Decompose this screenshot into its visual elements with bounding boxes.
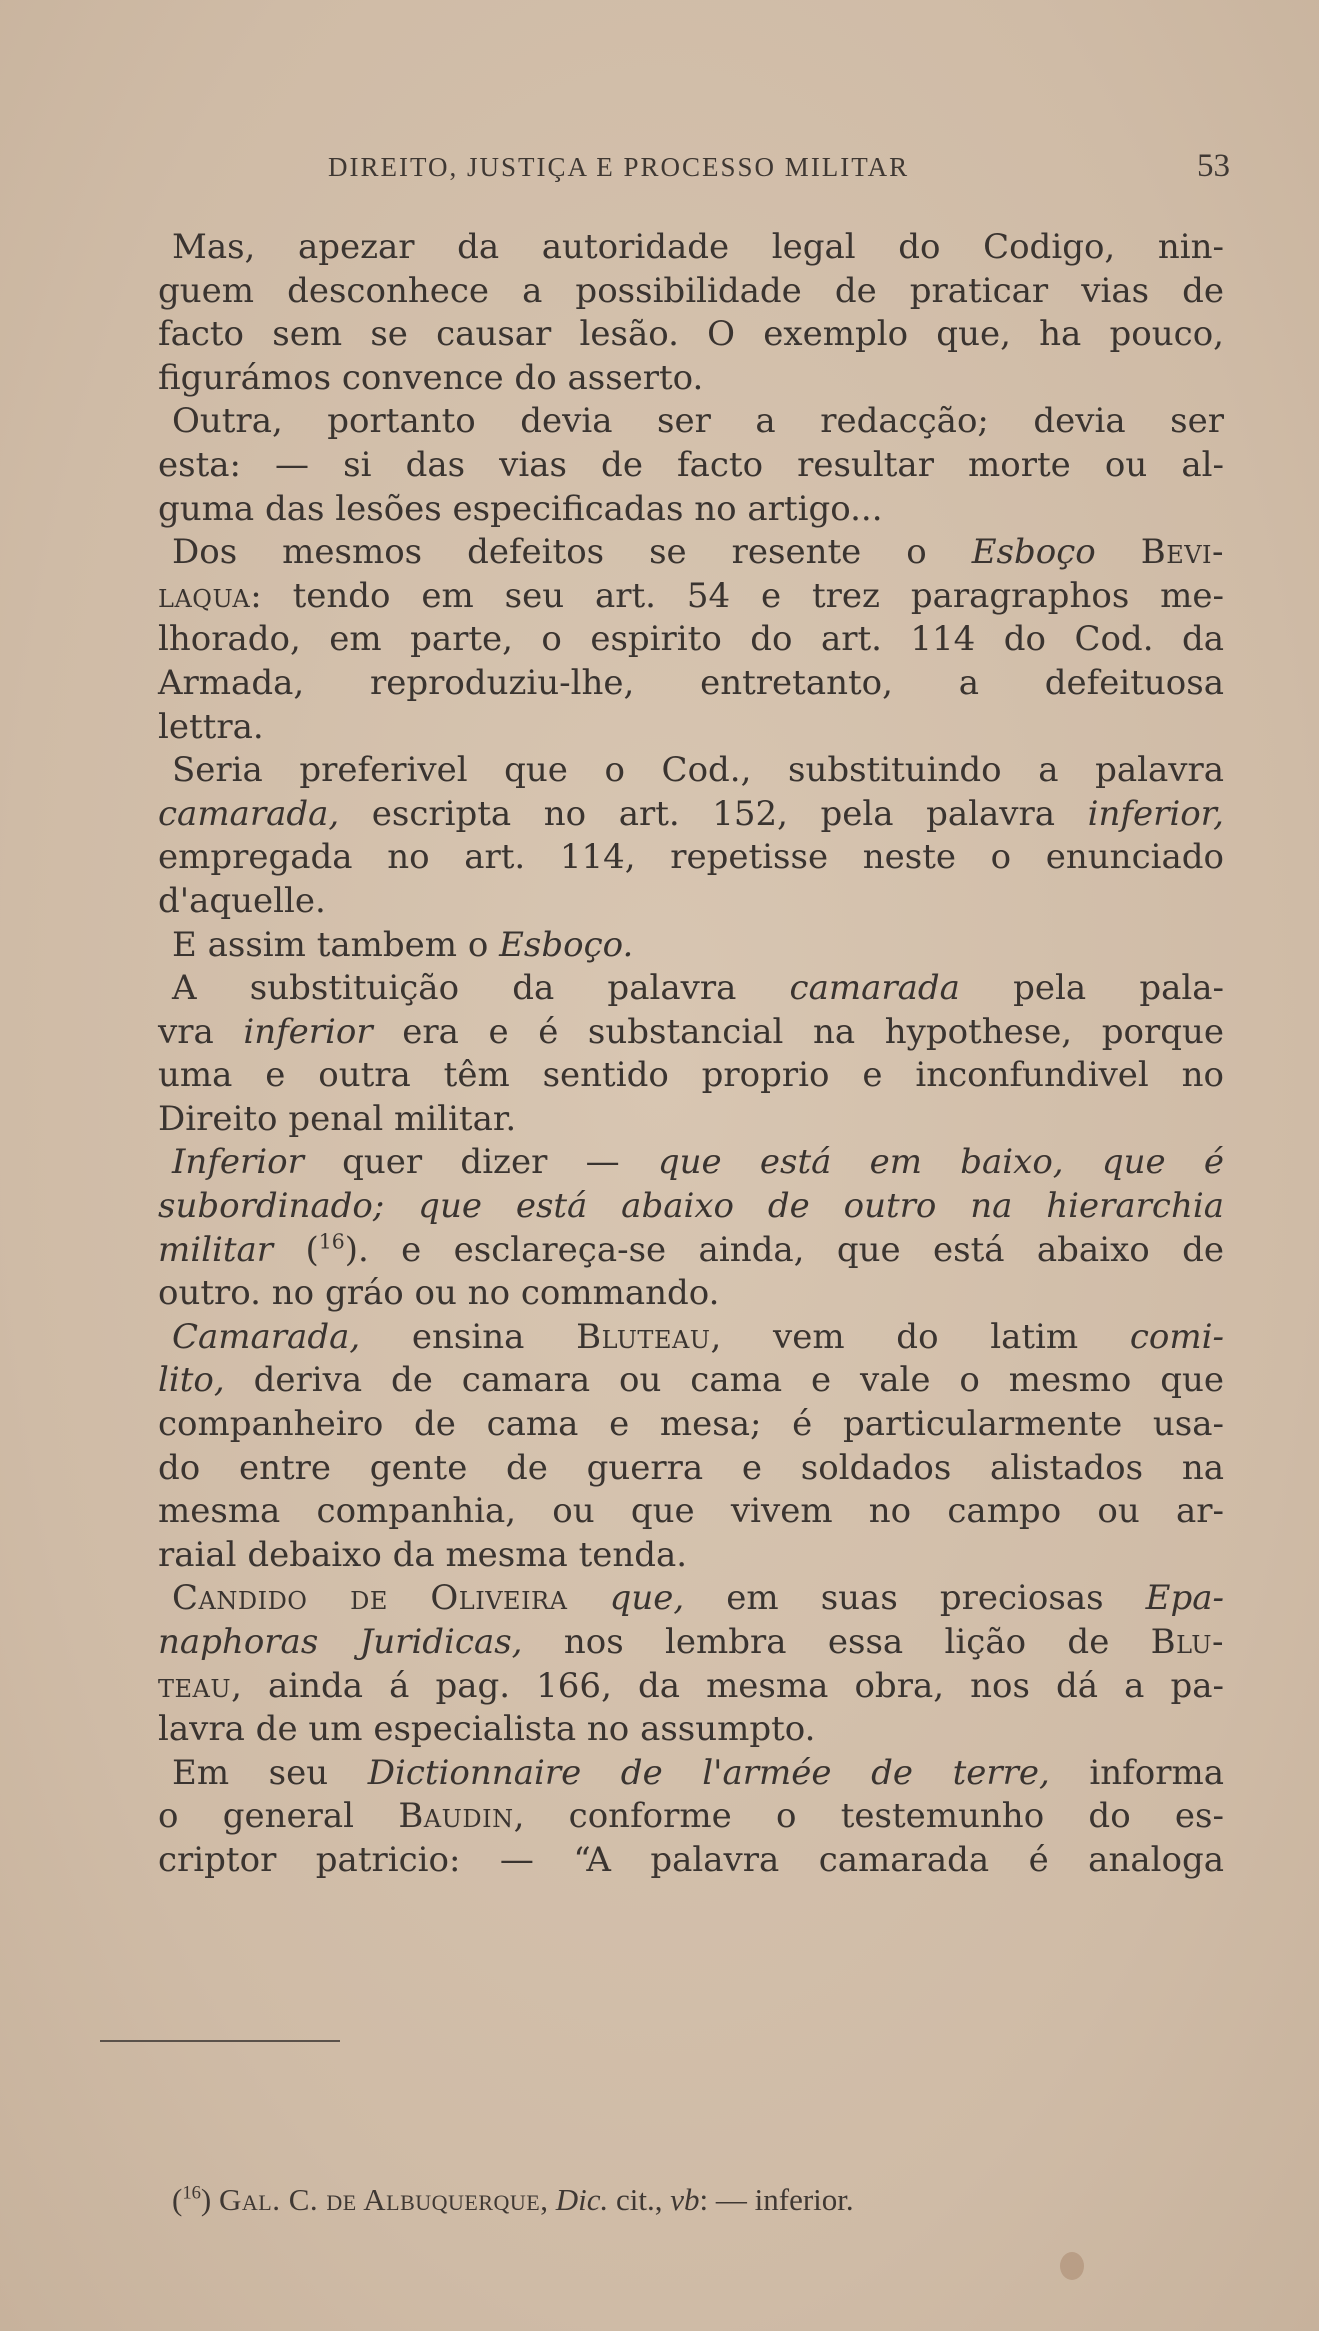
- text-line: naphoras Juridicas, nos lembra essa lição de Blu-: [158, 1622, 1224, 1662]
- text-line: lhorado, em parte, o espirito do art. 114 do Cod. da: [158, 619, 1224, 660]
- text-line: o general Baudin, conforme o testemunho do es-: [158, 1796, 1224, 1837]
- text-line: esta: — si das vias de facto resultar morte ou al-: [158, 444, 1224, 485]
- text-line: E assim tambem o Esboço.: [172, 924, 634, 965]
- footnote-divider: [100, 2040, 340, 2042]
- text-line: militar ($^{16}$). e esclareça-se ainda, que está abaixo de: [158, 1229, 1225, 1270]
- text-line: Camarada, ensina Bluteau, vem do latim comi-: [172, 1316, 1224, 1357]
- text-line: do entre gente de guerra e soldados alistados na: [158, 1447, 1224, 1488]
- text-line: Direito penal militar.: [158, 1098, 517, 1139]
- text-line: Dos mesmos defeitos se resente o Esboço Bevi-: [172, 532, 1225, 573]
- text-line: laqua: tendo em seu art. 54 e trez paragraphos me-: [158, 575, 1224, 616]
- paragraph: [158, 1316, 1224, 1578]
- text-line: Outra, portanto devia ser a redacção; devia ser: [172, 401, 1224, 442]
- footnote-work: Dic.: [555, 2182, 609, 2217]
- text-line: companheiro de cama e mesa; é particularmente usa-: [158, 1404, 1224, 1445]
- paragraph: [158, 1577, 1224, 1751]
- text-line: Candido de Oliveira que, em suas preciosas Epa-: [172, 1578, 1224, 1619]
- text-line: Armada, reproduziu-lhe, entretanto, a defeituosa: [158, 662, 1224, 703]
- footnote: ($^{16}$) Gal. C. de Albuquerque, Dic. cit., vb: — inferior.: [172, 2182, 854, 2217]
- paragraph: [158, 1141, 1224, 1315]
- body-text: [158, 226, 1224, 1883]
- text-line: Seria preferivel que o Cod., substituindo a palavra: [172, 750, 1224, 791]
- paragraph: [158, 531, 1224, 749]
- running-title: DIREITO, JUSTIÇA E PROCESSO MILITAR: [328, 152, 910, 182]
- page-number: 53: [1197, 148, 1230, 184]
- text-line: lito, deriva de camara ou cama e vale o mesmo que: [158, 1360, 1224, 1401]
- text-line: raial debaixo da mesma tenda.: [158, 1534, 688, 1575]
- text-line: d'aquelle.: [158, 880, 326, 921]
- text-line: lettra.: [158, 706, 264, 747]
- text-line: mesma companhia, ou que vivem no campo ou ar-: [158, 1491, 1224, 1532]
- text-line: teau, ainda á pag. 166, da mesma obra, nos dá a pa-: [158, 1665, 1224, 1706]
- paragraph: [158, 400, 1224, 531]
- text-line: figurámos convence do asserto.: [158, 357, 704, 398]
- text-line: Em seu Dictionnaire de l'armée de terre, informa: [172, 1752, 1224, 1793]
- paper-stain: [1060, 2252, 1084, 2280]
- paragraph: [158, 1752, 1224, 1883]
- text-line: guma das lesões especificadas no artigo...: [158, 488, 883, 529]
- text-line: Inferior quer dizer — que está em baixo, que é: [172, 1142, 1225, 1183]
- text-line: camarada, escripta no art. 152, pela palavra inferior,: [158, 793, 1224, 834]
- paragraph: [158, 749, 1224, 923]
- page-header: [160, 148, 1230, 188]
- text-line: empregada no art. 114, repetisse neste o enunciado: [158, 837, 1224, 878]
- paragraph: [158, 967, 1224, 1141]
- text-line: criptor patricio: — “A palavra camarada é analoga: [158, 1839, 1224, 1880]
- paragraph: [158, 226, 1224, 400]
- text-line: guem desconhece a possibilidade de praticar vias de: [158, 270, 1224, 311]
- text-line: outro. no gráo ou no commando.: [158, 1273, 720, 1314]
- text-line: subordinado; que está abaixo de outro na hierarchia: [158, 1186, 1224, 1227]
- text-line: A substituição da palavra camarada pela pala-: [172, 968, 1225, 1009]
- text-line: lavra de um especialista no assumpto.: [158, 1709, 816, 1750]
- text-line: uma e outra têm sentido proprio e inconfundivel no: [158, 1055, 1224, 1096]
- footnote-author: Gal. C. de Albuquerque: [219, 2182, 541, 2217]
- text-line: vra inferior era e é substancial na hypothese, porque: [158, 1011, 1224, 1052]
- text-line: facto sem se causar lesão. O exemplo que, ha pouco,: [158, 314, 1224, 355]
- text-line: Mas, apezar da autoridade legal do Codigo, nin-: [172, 227, 1224, 267]
- paragraph: [158, 924, 1224, 968]
